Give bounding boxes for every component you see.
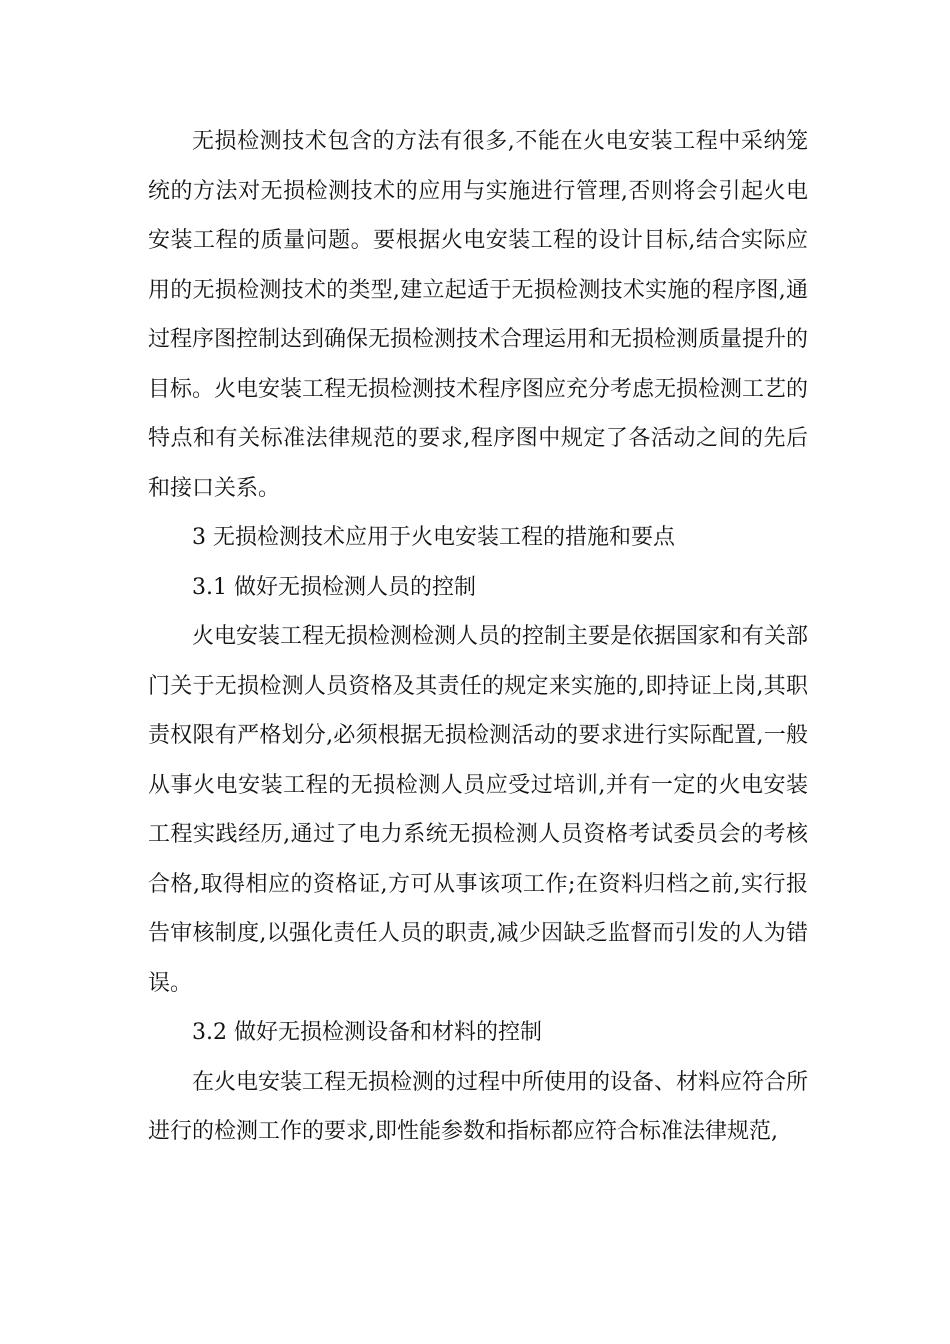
section-heading-3: 3 无损检测技术应用于火电安装工程的措施和要点 (192, 525, 675, 550)
document-body (148, 117, 808, 1157)
subsection-heading-3-1: 3.1 做好无损检测人员的控制 (192, 574, 476, 600)
subsection-heading-3-2: 3.2 做好无损检测设备和材料的控制 (192, 1020, 542, 1045)
paragraph-personnel-control: 火电安装工程无损检测检测人员的控制主要是依据国家和有关部门关于无损检测人员资格及其责任的规定来实施的,即持证上岗,其职责权限有严格划分,必须根据无损检测活动的要求进行实际配置,一般从事火电安装工程的无损检测人员应受过培训,并有一定的火电安装工程实践经历,通过了电力系统无损检测人员资格考试委员会的考核合格,取得相应的资格证,方可从事该项工作;在资料归档之前,实行报告审核制度,以强化责任人员的职责,减少因缺乏监督而引发的人为错误。 (148, 624, 809, 996)
paragraph-equipment-materials: 在火电安装工程无损检测的过程中所使用的设备、材料应符合所进行的检测工作的要求,即性能参数和指标都应符合标准法律规范, (148, 1069, 809, 1144)
paragraph-testing-methods: 无损检测技术包含的方法有很多,不能在火电安装工程中采纳笼统的方法对无损检测技术的应用与实施进行管理,否则将会引起火电安装工程的质量问题。要根据火电安装工程的设计目标,结合实际应用的无损检测技术的类型,建立起适于无损检测技术实施的程序图,通过程序图控制达到确保无损检测技术合理运用和无损检测质量提升的目标。火电安装工程无损检测技术程序图应充分考虑无损检测工艺的特点和有关标准法律规范的要求,程序图中规定了各活动之间的先后和接口关系。 (148, 129, 809, 501)
